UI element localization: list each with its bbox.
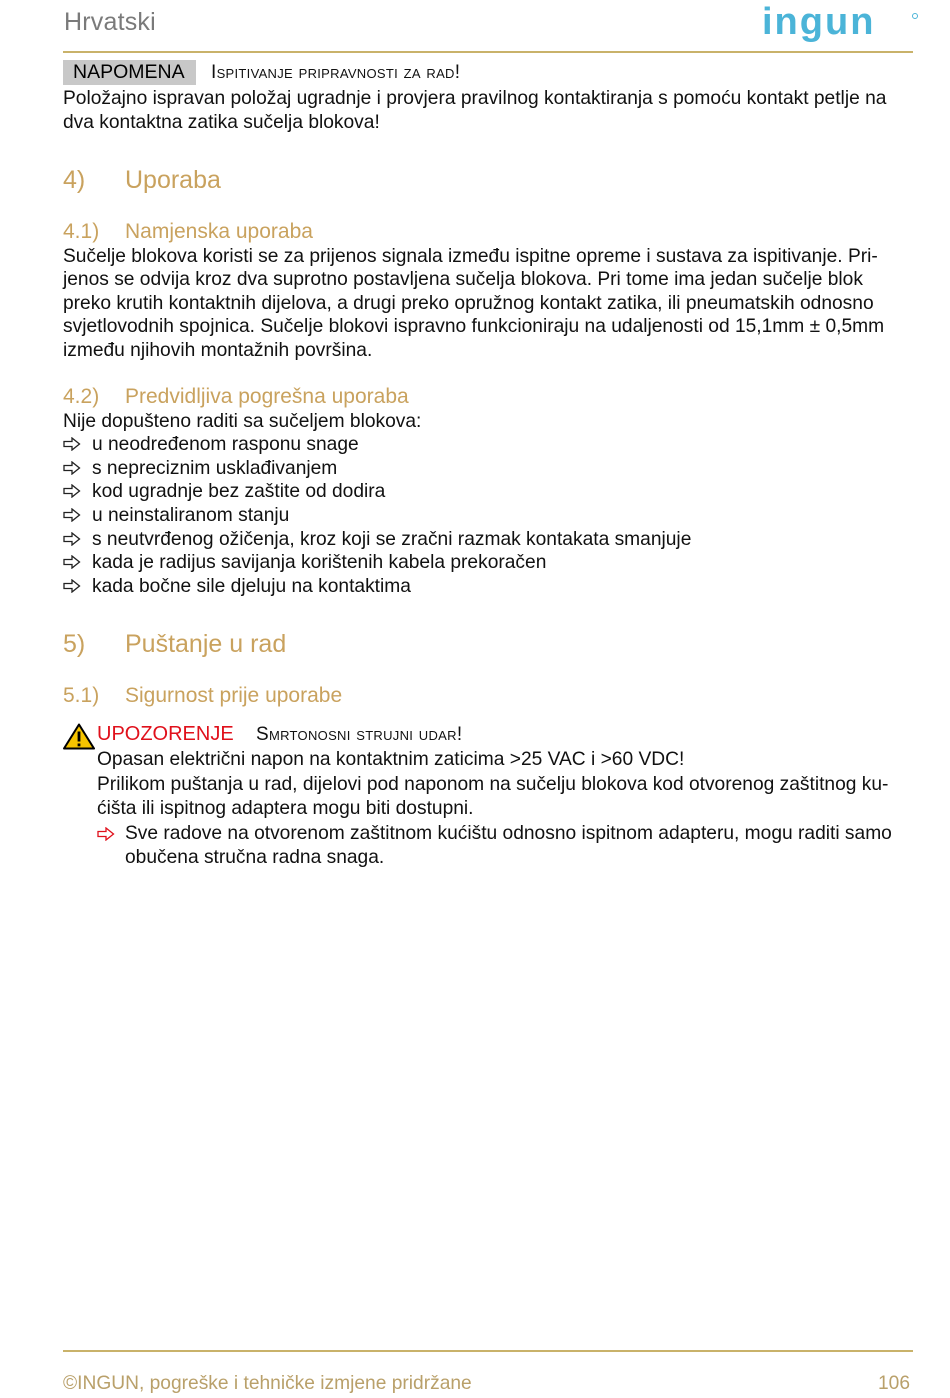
list-item	[63, 480, 385, 504]
warning-action: Sve radove na otvorenom zaštitnom kućištu odnosno ispitnom adapteru, mogu raditi samo	[125, 823, 892, 844]
header-rule	[63, 51, 913, 53]
list-item	[63, 433, 359, 457]
page-number: 106	[878, 1373, 911, 1394]
arrow-right-icon	[63, 532, 81, 546]
header-language: Hrvatski	[64, 8, 156, 36]
warning-action: obučena stručna radna snaga.	[125, 847, 385, 868]
section-4-2-intro: Nije dopušteno raditi sa sučeljem blokova:	[63, 411, 422, 432]
section-4-1-line: između njihovih montažnih površina.	[63, 340, 373, 361]
list-item-text: u neinstaliranom stanju	[92, 505, 290, 526]
arrow-right-icon	[63, 508, 81, 522]
note-badge: NAPOMENA	[63, 60, 196, 85]
warning-line: Prilikom puštanja u rad, dijelovi pod naponom na sučelju blokova kod otvorenog zaštitnog ku-	[97, 774, 889, 795]
list-item	[63, 457, 337, 481]
warning-label: UPOZORENJE	[97, 723, 234, 745]
list-item-text: u neodređenom rasponu snage	[92, 434, 359, 455]
note-body: Položajno ispravan položaj ugradnje i provjera pravilnog kontaktiranja s pomoću kontakt petlje na dva kontaktna zatika sučelja blokova!	[63, 88, 887, 133]
warning-line: ćišta ili ispitnog adaptera mogu biti dostupni.	[97, 798, 474, 819]
section-4-2-title: Predvidljiva pogrešna uporaba	[125, 385, 409, 408]
list-item-text: kada je radijus savijanja korištenih kabela prekoračen	[92, 552, 547, 573]
section-4-1-line: Sučelje blokova koristi se za prijenos signala između ispitne opreme i sustava za ispitivanje. Pri-	[63, 246, 878, 267]
warning-line: Opasan električni napon na kontaktnim zaticima >25 VAC i >60 VDC!	[97, 749, 685, 770]
footer-rule	[63, 1350, 913, 1352]
list-item	[63, 504, 289, 528]
list-item-text: s neutvrđenog ožičenja, kroz koji se zračni razmak kontakata smanjuje	[92, 529, 692, 550]
arrow-right-icon	[63, 555, 81, 569]
footer-copyright: ©INGUN, pogreške i tehničke izmjene pridržane	[63, 1373, 472, 1394]
arrow-right-icon	[63, 579, 81, 593]
list-item-text: s nepreciznim usklađivanjem	[92, 458, 338, 479]
arrow-right-icon	[63, 437, 81, 451]
list-item	[63, 575, 411, 599]
list-item-text: kada bočne sile djeluju na kontaktima	[92, 576, 411, 597]
warning-title: Smrtonosni strujni udar!	[256, 724, 463, 745]
list-item	[63, 528, 691, 552]
section-4-number: 4)	[63, 166, 86, 194]
section-5-1-number: 5.1)	[63, 684, 100, 707]
svg-text:ingun: ingun	[762, 2, 876, 43]
note-title: Ispitivanje pripravnosti za rad!	[211, 62, 461, 83]
section-4-1-line: preko krutih kontaktnih dijelova, a drugi preko opružnog kontakt zatika, ili pneumatskih odnosno	[63, 293, 874, 314]
section-4-2-number: 4.2)	[63, 385, 100, 408]
warning-triangle-icon	[63, 723, 95, 750]
section-5-number: 5)	[63, 630, 86, 658]
section-5-1-title: Sigurnost prije uporabe	[125, 684, 343, 707]
section-4-1-title: Namjenska uporaba	[125, 220, 313, 243]
arrow-right-icon	[63, 461, 81, 475]
section-4-1-line: svjetlovodnih spojnica. Sučelje blokovi ispravno funkcioniraju na udaljenosti od 15,1mm ± 0,5mm	[63, 316, 885, 337]
arrow-right-icon	[97, 827, 115, 841]
section-4-1-number: 4.1)	[63, 220, 100, 243]
section-4-1-line: jenos se odvija kroz dva suprotno postavljena sučelja blokova. Pri tome ima jedan sučelje blok	[63, 269, 863, 290]
list-item-text: kod ugradnje bez zaštite od dodira	[92, 481, 386, 502]
list-item	[63, 551, 546, 575]
arrow-right-icon	[63, 484, 81, 498]
section-5-title: Puštanje u rad	[125, 630, 287, 658]
section-4-title: Uporaba	[125, 166, 221, 194]
ingun-logo	[760, 2, 920, 48]
